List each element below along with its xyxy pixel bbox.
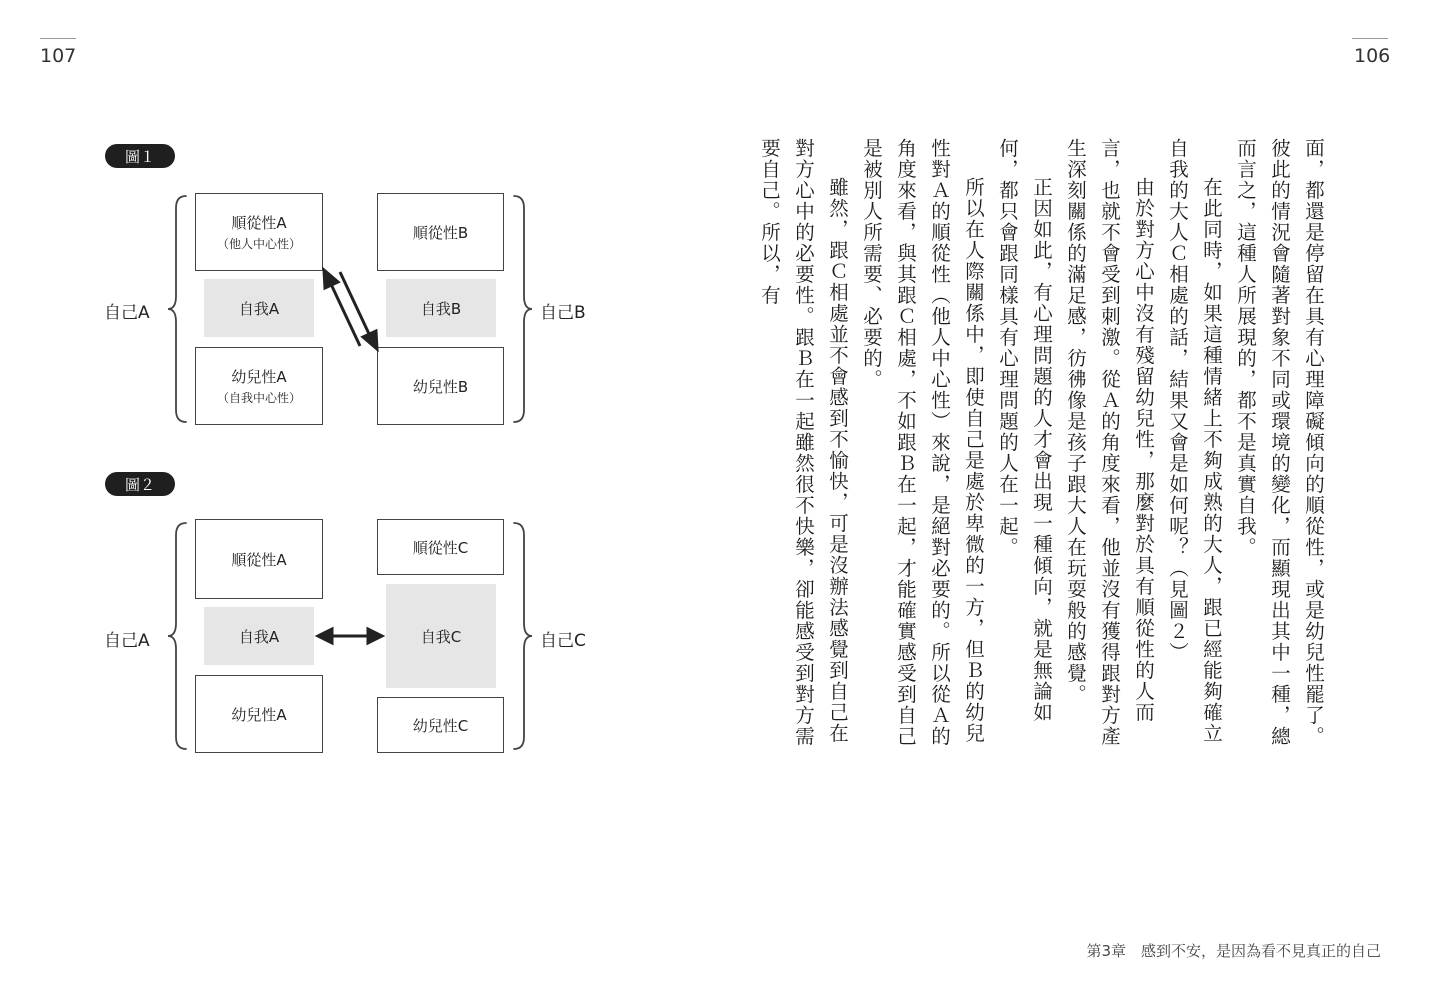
paragraph-2: 在此同時，如果這種情緒上不夠成熟的大人，跟已經能夠確立自我的大人Ｃ相處的話，結果又會是如何呢？（見圖２）: [1166, 138, 1223, 744]
paragraph-6: 雖然，跟Ｃ相處並不會感到不愉快，可是沒辦法感覺到自己在對方心中的必要性。跟Ｂ在一起雖然很不快樂，卻能感受到對方需要自己。所以，有: [758, 138, 849, 747]
figure2-right-brace: [514, 523, 532, 749]
paragraph-4: 正因如此，有心理問題的人才會出現一種傾向，就是無論如何，都只會跟同樣具有心理問題的人在一起。: [996, 138, 1053, 723]
left-page-number: 107: [40, 45, 77, 67]
figure1-left-brace: [168, 196, 186, 422]
figure2-childish-a: 幼兒性A: [231, 705, 287, 724]
figure2-compliance-a: 順從性A: [231, 550, 287, 569]
figure2-right-outer-label: 自己C: [540, 631, 586, 651]
figure1-childish-b: 幼兒性B: [412, 377, 469, 396]
figure1-self-a: 自我A: [238, 299, 280, 318]
figure1-arrow-up-head: [324, 270, 338, 288]
figure1-right-brace: [514, 196, 532, 422]
paragraph-3: 由於對方心中沒有殘留幼兒性，那麼對於具有順從性的人而言，也就不會受到刺激。從Ａ的角度來看，他並沒有獲得跟對方產生深刻關係的滿足感，彷彿像是孩子跟大人在玩耍般的感覺。: [1064, 138, 1155, 747]
figure1-compliance-a-sub: （他人中心性）: [216, 237, 301, 251]
figure1-arrow-up: [330, 282, 360, 346]
figure1-label: 圖１: [105, 144, 175, 168]
paragraph-5: 所以在人際關係中，即使自己是處於卑微的一方，但Ｂ的幼兒性對Ａ的順從性（他人中心性）來說，是絕對必要的。所以從Ａ的角度來看，與其跟Ｃ相處，不如跟Ｂ在一起，才能確實感受到自己是被別人所需要、必要的。: [860, 138, 985, 747]
figure2-self-c: 自我C: [420, 627, 462, 646]
figure2-left-outer-label: 自己A: [104, 631, 150, 651]
figure2-self-a: 自我A: [238, 627, 280, 646]
figure1-self-b: 自我B: [420, 299, 462, 318]
figure1-compliance-b: 順從性B: [412, 223, 469, 242]
figure1-compliance-a: 順從性A: [231, 214, 287, 232]
figure1-left-outer-label: 自己A: [104, 303, 150, 323]
paragraph-1: 面，都還是停留在具有心理障礙傾向的順從性，或是幼兒性罷了。彼此的情況會隨著對象不同或環境的變化，而顯現出其中一種，總而言之，這種人所展現的，都不是真實自我。: [1234, 138, 1325, 747]
figure1-childish-a: 幼兒性A: [231, 368, 287, 386]
figure2-compliance-c: 順從性C: [412, 538, 469, 557]
body-text: [758, 138, 1330, 758]
figure2-label: 圖２: [105, 472, 175, 496]
figure1-arrow-down-head: [363, 331, 377, 349]
right-page-number: 106: [1354, 45, 1391, 67]
figure1-arrow-down: [340, 272, 370, 336]
figure1-childish-a-sub: （自我中心性）: [216, 391, 301, 405]
figure1-right-outer-label: 自己B: [540, 303, 586, 323]
figure2-double-arrow-left-head: [318, 629, 332, 643]
chapter-footer: 第3章 感到不安，是因為看不見真正的自己: [1086, 942, 1381, 960]
figure2-double-arrow-right-head: [368, 629, 382, 643]
figure2-childish-c: 幼兒性C: [412, 716, 469, 735]
figure2-left-brace: [168, 523, 186, 749]
